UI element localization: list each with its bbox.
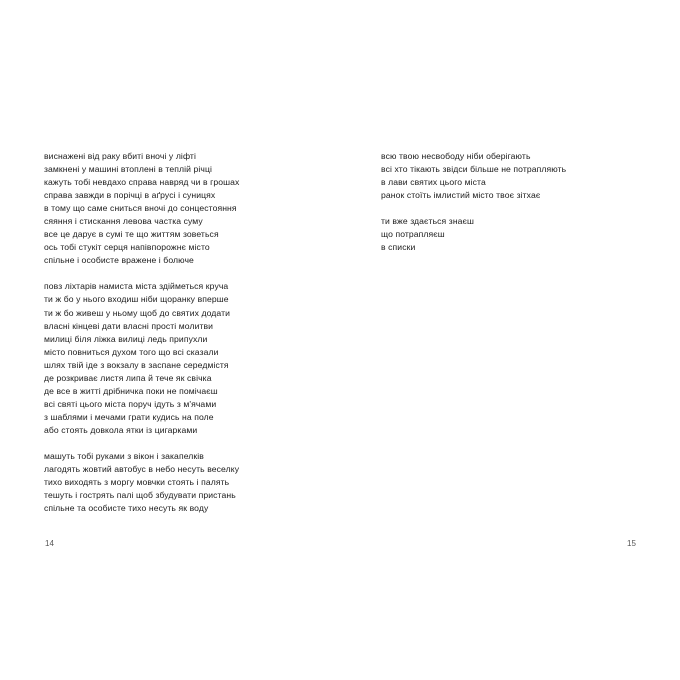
poem-line: шлях твій іде з вокзалу в заспане середмістя <box>44 359 229 370</box>
poem-line: всі святі цього міста поруч ідуть з м'ячами <box>44 398 217 409</box>
poem-line: сяяння і стискання левова частка суму <box>44 216 203 227</box>
poem-line: замкнені у машині втоплені в теплій річці <box>44 164 212 175</box>
poem-line: місто повниться духом того що всі сказали <box>44 346 219 357</box>
poem-line: ти ж бо у нього входиш ніби щоранку вперше <box>44 294 229 305</box>
poem-line: спільне та особисте тихо несуть як воду <box>44 503 209 514</box>
poem-line: тешуть і гострять палі щоб збудувати пристань <box>44 490 236 501</box>
poem-line: ось тобі стукіт серця напівпорожнє місто <box>44 242 210 253</box>
poem-line: в тому що саме сниться вночі до сонцестояння <box>44 203 237 214</box>
poem-line: де все в житті дрібничка поки не помічаєш <box>44 385 218 396</box>
poem-line: всю твою несвободу ніби оберігають <box>381 151 531 161</box>
stanza <box>381 150 566 202</box>
stanza <box>44 150 239 267</box>
page-number: 14 <box>45 539 54 548</box>
stanza <box>44 280 239 437</box>
poem-line: тихо виходять з моргу мовчки стоять і палять <box>44 477 230 488</box>
poem-line: справа завжди в порічці в аґрусі і суницях <box>44 190 216 201</box>
poem-line: в лави святих цього міста <box>381 177 486 188</box>
poem-line: повз ліхтарів намиста міста здійметься круча <box>44 281 229 292</box>
poem-line: де розкриває листя липа й тече як свічка <box>44 372 212 383</box>
poem-text <box>381 150 566 254</box>
stanza <box>381 215 566 254</box>
poem-line: з шаблями і мечами грати кудись на поле <box>44 411 214 422</box>
right-page <box>340 0 680 680</box>
poem-line: всі хто тікають звідси більше не потрапляють <box>381 164 567 175</box>
page-number: 15 <box>627 539 636 548</box>
poem-line: все це дарує в сумі те що життям зоветься <box>44 229 219 240</box>
poem-text <box>44 150 239 515</box>
poem-line: лагодять жовтий автобус в небо несуть веселку <box>44 464 240 475</box>
poem-line: ранок стоїть імлистий місто твоє зітхає <box>381 190 541 201</box>
poem-line: машуть тобі руками з вікон і закапелків <box>44 450 204 461</box>
poem-line: або стоять довкола ятки із цигарками <box>44 424 198 435</box>
poem-line: ти вже здається знаєш <box>381 216 475 227</box>
poem-line: милиці біля ліжка вилиці ледь припухли <box>44 333 208 344</box>
poem-line: ти ж бо живеш у ньому щоб до святих додати <box>44 307 231 318</box>
poem-line: кажуть тобі невдахо справа навряд чи в грошах <box>44 177 240 188</box>
poem-line: спільне і особисте вражене і болюче <box>44 255 194 266</box>
poem-line: що потрапляєш <box>381 229 445 240</box>
stanza <box>44 450 239 515</box>
poem-line: виснажені від раку вбиті вночі у ліфті <box>44 151 196 161</box>
poem-line: в списки <box>381 242 416 253</box>
poem-line: власні кінцеві дати власні прості молитви <box>44 320 214 331</box>
